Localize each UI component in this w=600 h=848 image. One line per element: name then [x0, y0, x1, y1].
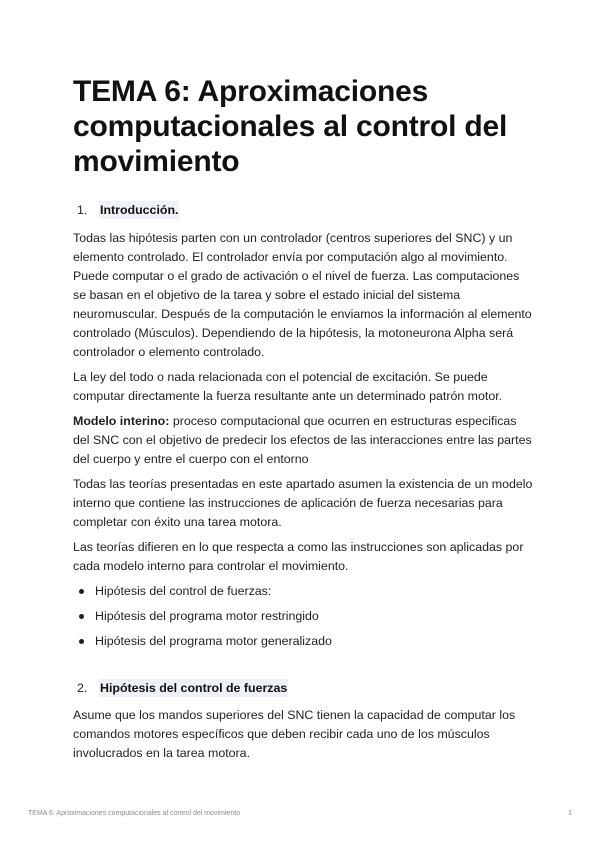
- section-heading-introduccion: [73, 201, 533, 219]
- paragraph-diferencias: Las teorías difieren en lo que respecta a como las instrucciones son aplicadas por cada modelo interno para controlar el movimiento.: [73, 540, 524, 573]
- section-number: 2.: [77, 681, 88, 695]
- section-number: 1.: [77, 203, 88, 217]
- paragraph-teorias: Todas las teorías presentadas en este apartado asumen la existencia de un modelo interno que contiene las instrucciones de aplicación de fuerza necesarias para completar con éxito una tarea motora.: [73, 477, 533, 529]
- paragraph-ley-todo-nada: La ley del todo o nada relacionada con el potencial de excitación. Se puede computar directamente la fuerza resultante ante un determinado patrón motor.: [73, 370, 503, 403]
- list-item: [73, 582, 533, 600]
- section-title: Hipótesis del control de fuerzas: [100, 681, 288, 695]
- hipotesis-list: [73, 582, 533, 650]
- list-item-text: Hipótesis del programa motor restringido: [95, 609, 319, 623]
- section-title: Introducción.: [100, 203, 179, 217]
- list-item: [73, 607, 533, 625]
- bullet-icon: [79, 589, 84, 594]
- definition-modelo-interino: proceso computacional que ocurren en estructuras especificas del SNC con el objetivo de predecir los efectos de las interacciones entre las partes del cuerpo y entre el cuerpo con el entorno: [73, 414, 532, 466]
- document-page: [73, 74, 533, 763]
- list-item: [73, 632, 533, 650]
- list-item-text: Hipótesis del programa motor generalizado: [95, 634, 332, 648]
- paragraph-intro: Todas las hipótesis parten con un controlador (centros superiores del SNC) y un elemento controlado. El controlador envía por computación algo al movimiento. Puede computar o el grado de activación o el nivel de fuerza. Las computaciones se basan en el objetivo de la tarea y sobre el estado inicial del sistema neuromuscular. Después de la computación le enviamos la información al elemento controlado (Músculos). Dependiendo de la hipótesis, la motoneurona Alpha será controlador o elemento controlado.: [73, 231, 532, 359]
- page-footer: [28, 810, 572, 817]
- paragraph-modelo-interino: [73, 412, 533, 469]
- term-modelo-interino: Modelo interino:: [73, 414, 170, 428]
- section-heading-control-fuerzas: [73, 679, 533, 697]
- bullet-icon: [79, 639, 84, 644]
- list-item-text: Hipótesis del control de fuerzas:: [95, 584, 272, 598]
- bullet-icon: [79, 614, 84, 619]
- document-title: TEMA 6: Aproximaciones computacionales al control del movimiento: [73, 75, 508, 178]
- footer-title: TEMA 6: Aproximaciones computacionales al control del movimiento: [28, 810, 241, 817]
- paragraph-control-fuerzas: Asume que los mandos superiores del SNC tienen la capacidad de computar los comandos motores específicos que deben recibir cada uno de los músculos involucrados en la tarea motora.: [73, 708, 516, 760]
- page-number: 1: [568, 810, 572, 817]
